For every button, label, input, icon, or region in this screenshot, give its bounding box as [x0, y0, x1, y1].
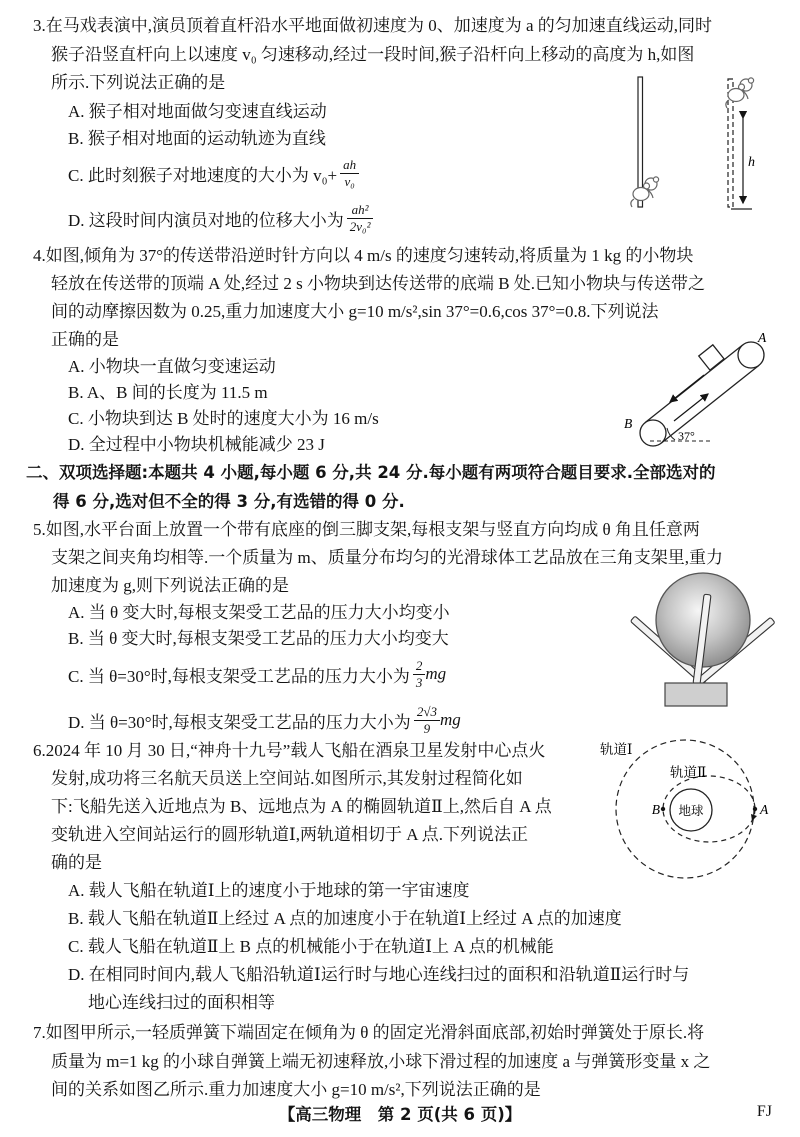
q3-option-c-text: C. 此时刻猴子对地速度的大小为 v₀+: [68, 166, 338, 185]
h-label: h: [748, 155, 755, 170]
q6-stem-line-1: 6.2024 年 10 月 30 日,“神舟十九号”载人飞船在酒泉卫星发射中心点火: [33, 741, 546, 760]
orbit-1-label: 轨道Ⅰ: [600, 742, 633, 757]
monkey-bottom-icon: [631, 177, 659, 207]
q6-option-b: B. 载人飞船在轨道Ⅱ上经过 A 点的加速度小于在轨道Ⅰ上经过 A 点的加速度: [68, 909, 622, 928]
page-footer: 【高三物理 第 2 页(共 6 页)】: [278, 1105, 522, 1124]
q7-stem-line-2: 质量为 m=1 kg 的小球自弹簧上端无初速释放,小球下滑过程的加速度 a 与弹簧形变量 x 之: [51, 1051, 711, 1071]
q3-option-d-text: D. 这段时间内演员对地的位移大小为: [68, 211, 344, 230]
q5-option-c-unit: mg: [425, 664, 447, 683]
q4-stem-line-4: 正确的是: [51, 330, 119, 349]
point-a-label: A: [758, 330, 767, 345]
q4-option-c: C. 小物块到达 B 处时的速度大小为 16 m/s: [68, 409, 379, 428]
q6-stem-line-4: 变轨进入空间站运行的圆形轨道Ⅰ,两轨道相切于 A 点.下列说法正: [51, 825, 529, 844]
section-2-line-1: 二、双项选择题:本题共 4 小题,每小题 6 分,共 24 分.每小题有两项符合题目要求.全部选对的: [26, 463, 716, 482]
section-2-line-2: 得 6 分,选对但不全的得 3 分,有选错的得 0 分.: [53, 491, 405, 511]
section-2-header: [26, 459, 716, 516]
q5-option-c-fraction: $\frac{2}{3}$: [413, 658, 426, 690]
question-3: [33, 12, 712, 242]
q5-option-a: A. 当 θ 变大时,每根支架受工艺品的压力大小均变小: [68, 603, 450, 622]
q3-option-c: [33, 152, 712, 196]
q3-stem-line-2: 猴子沿竖直杆向上以速度 v₀ 匀速移动,经过一段时间,猴子沿杆向上移动的高度为 h,如图: [51, 44, 695, 64]
point-b-dot: [661, 807, 665, 811]
q3-option-b: B. 猴子相对地面的运动轨迹为直线: [68, 128, 326, 148]
q4-option-b: B. A、B 间的长度为 11.5 m: [68, 383, 268, 402]
q5-stem-line-3: 加速度为 g,则下列说法正确的是: [51, 576, 289, 595]
q4-option-a: A. 小物块一直做匀变速运动: [68, 357, 276, 376]
q3-option-d-fraction: $\frac{\text{ah²}}{\text{2v₀²}}$: [347, 202, 374, 234]
angle-label: 37°: [678, 429, 695, 443]
belt-direction-arrows: [670, 375, 708, 421]
q5-option-c-text: C. 当 θ=30°时,每根支架受工艺品的压力大小为: [68, 666, 410, 686]
q4-option-d: D. 全过程中小物块机械能减少 23 J: [68, 435, 325, 454]
q3-option-c-fraction: $\frac{ah}{\text{v₀}}$: [340, 157, 359, 189]
q5-option-b: B. 当 θ 变大时,每根支架受工艺品的压力大小均变大: [68, 629, 449, 648]
q4-stem-line-3: 间的动摩擦因数为 0.25,重力加速度大小 g=10 m/s²,sin 37°=0.6,cos 37°=0.8.下列说法: [51, 302, 659, 321]
q6-option-c: C. 载人飞船在轨道Ⅱ上 B 点的机械能小于在轨道Ⅰ上 A 点的机械能: [68, 937, 554, 956]
q5-stem-line-1: 5.如图,水平台面上放置一个带有底座的倒三脚支架,每根支架与竖直方向均成 θ 角且任意两: [33, 520, 700, 539]
q5-option-d-fraction: $\frac{2√3}{9}$: [414, 704, 440, 736]
q7-stem-line-3: 间的关系如图乙所示.重力加速度大小 g=10 m/s²,下列说法正确的是: [51, 1080, 541, 1099]
point-a-dot: [753, 807, 757, 811]
point-b-label: B: [624, 416, 633, 431]
q3-stem-line-3: 所示.下列说法正确的是: [51, 73, 226, 92]
q6-stem-line-2: 发射,成功将三名航天员送上空间站.如图所示,其发射过程简化如: [51, 769, 523, 788]
q5-option-d-text: D. 当 θ=30°时,每根支架受工艺品的压力大小为: [68, 712, 411, 732]
q4-stem-line-1: 4.如图,倾角为 37°的传送带沿逆时针方向以 4 m/s 的速度匀速转动,将质量为 1 kg 的小物块: [33, 246, 694, 265]
q5-stem-line-2: 支架之间夹角均相等.一个质量为 m、质量分布均匀的光滑球体工艺品放在三角支架里,重力: [51, 548, 723, 567]
q5-tripod-sphere-diagram: [598, 563, 788, 718]
q3-option-a: A. 猴子相对地面做匀变速直线运动: [68, 101, 327, 121]
q6-option-d-line-2: 地心连线扫过的面积相等: [88, 993, 275, 1012]
q6-stem-line-3: 下:飞船先送入近地点为 B、远地点为 A 的椭圆轨道Ⅱ上,然后自 A 点: [51, 797, 552, 816]
direction-arrowhead: [751, 814, 757, 821]
stand-base: [665, 683, 727, 706]
point-b-label: B: [651, 802, 660, 817]
orbit-2-label: 轨道Ⅱ: [670, 765, 707, 780]
height-arrow: [743, 118, 755, 203]
q4-stem-line-2: 轻放在传送带的顶端 A 处,经过 2 s 小物块到达传送带的底端 B 处.已知小物块与传送带之: [51, 274, 706, 293]
monkey-top-icon: [726, 78, 754, 108]
q3-stem-line-1: 3.在马戏表演中,演员顶着直杆沿水平地面做初速度为 0、加速度为 a 的匀加速直线运动,同时: [33, 16, 713, 35]
earth-label: 地球: [678, 804, 704, 818]
question-4: [33, 242, 705, 458]
q7-stem-line-1: 7.如图甲所示,一轻质弹簧下端固定在倾角为 θ 的固定光滑斜面底部,初始时弹簧处于原长.将: [33, 1023, 705, 1042]
q3-pole-monkey-diagram: [628, 74, 773, 236]
point-a-label: A: [760, 802, 769, 817]
q6-option-d-line-1: D. 在相同时间内,载人飞船沿轨道Ⅰ运行时与地心连线扫过的面积和沿轨道Ⅱ运行时与: [68, 965, 690, 984]
question-7: [33, 1019, 710, 1105]
footer-code: FJ: [756, 1103, 772, 1120]
q6-option-a: A. 载人飞船在轨道Ⅰ上的速度小于地球的第一宇宙速度: [68, 881, 470, 900]
q3-option-d: [33, 196, 712, 242]
q4-conveyor-diagram: [612, 328, 790, 452]
q6-stem-line-5: 确的是: [51, 853, 102, 872]
q6-orbit-diagram: [596, 735, 792, 882]
q5-option-d-unit: mg: [439, 710, 461, 729]
block-on-belt: [699, 345, 724, 370]
question-6: [33, 737, 689, 1017]
